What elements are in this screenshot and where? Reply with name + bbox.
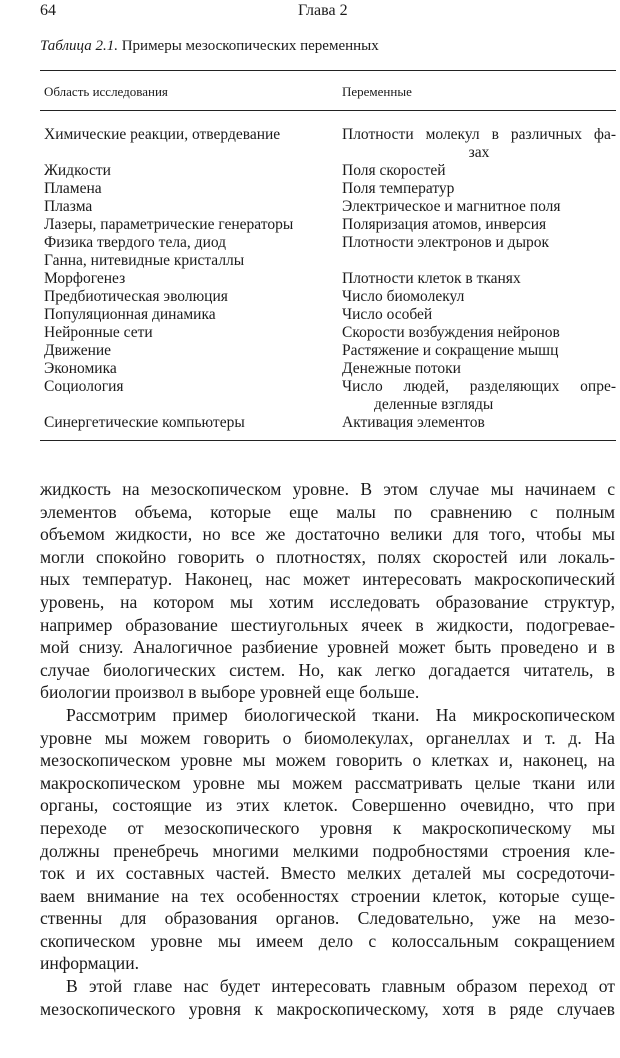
table-cell-variables <box>342 234 616 252</box>
text-line: переходе от мезоскопического уровня к макроскопическому мы <box>40 817 615 838</box>
text-line: например образование шестиугольных ячеек в жидкости, подогревае- <box>40 614 615 635</box>
table-cell-line: Денежные потоки <box>342 360 461 377</box>
table-cell-area: Экономика <box>44 360 117 377</box>
table-cell-variables <box>342 324 616 342</box>
table-cell-variables <box>342 252 616 270</box>
table-row <box>40 252 616 270</box>
table-row <box>40 342 616 360</box>
table-row <box>40 216 616 234</box>
table-body <box>40 126 616 432</box>
paragraph <box>40 478 615 704</box>
table-header-rule <box>40 110 616 111</box>
table-cell-variables <box>342 270 616 288</box>
table-cell-area: Предбиотическая эволюция <box>44 288 228 305</box>
table-cell-line: Число особей <box>342 306 433 323</box>
table-cell-line: Поляризация атомов, инверсия <box>342 216 547 233</box>
text-line: ственны для образования органов. Следовательно, уже на мезо- <box>40 908 615 929</box>
table-row <box>40 360 616 378</box>
column-header-area: Область исследования <box>44 84 168 99</box>
table-cell-variables <box>342 288 616 306</box>
running-head <box>40 0 620 22</box>
table-cell-line: деленные взгляды <box>374 396 494 413</box>
table-cell-area: Движение <box>44 342 112 359</box>
text-line: случае биологических систем. Но, как легко догадается читатель, в <box>40 659 615 680</box>
table-cell-area: Плазма <box>44 198 93 215</box>
table-cell-variables <box>342 306 616 324</box>
table-cell-area: Жидкости <box>44 162 111 179</box>
page-number: 64 <box>40 2 56 19</box>
text-line: ток и их составных частей. Вместо мелких деталей мы сосредоточи- <box>40 863 615 884</box>
table-cell-variables <box>342 198 616 216</box>
text-line: объемом жидкости, но все же достаточно велики для того, чтобы мы <box>40 524 615 545</box>
table-row <box>40 162 616 180</box>
text-line: информации. <box>40 953 140 974</box>
table-cell-line: Поля температур <box>342 180 455 197</box>
table-cell-area: Физика твердого тела, диод <box>44 234 227 251</box>
table-row <box>40 324 616 342</box>
table-cell-variables <box>342 342 616 360</box>
table-row <box>40 306 616 324</box>
table-cell-variables <box>342 360 616 378</box>
table-cell-area: Ганна, нитевидные кристаллы <box>44 252 245 269</box>
text-line: элементов объема, которые еще малы по сравнению с полным <box>40 501 615 522</box>
table-cell-area: Морфогенез <box>44 270 126 287</box>
table-cell-line: Число биомолекул <box>342 288 465 305</box>
text-line: Рассмотрим пример биологической ткани. На микроскопическом <box>66 704 615 725</box>
table-cell-line: Плотности молекул в различных фа- <box>342 126 616 143</box>
table-cell-variables <box>342 216 616 234</box>
table-cell-area: Химические реакции, отвердевание <box>44 126 281 143</box>
table-top-rule <box>40 70 616 71</box>
text-line: ных температур. Наконец, нас может интересовать макроскопический <box>40 569 615 590</box>
paragraph <box>40 704 615 975</box>
table-cell-variables <box>342 414 616 432</box>
table-row <box>40 234 616 252</box>
table-cell-area: Нейронные сети <box>44 324 153 341</box>
table-row <box>40 270 616 288</box>
table-cell-area: Синергетические компьютеры <box>44 414 245 431</box>
table-row <box>40 414 616 432</box>
table-cell-variables <box>342 162 616 180</box>
text-line: биологии произвол в выборе уровней еще больше. <box>40 682 420 703</box>
table-cell-line: Электрическое и магнитное поля <box>342 198 561 215</box>
text-line: уровне мы можем говорить о биомолекулах, органеллах и т. д. На <box>40 727 615 748</box>
paragraph <box>40 975 615 1020</box>
body-text <box>40 478 615 1020</box>
table-cell-variables <box>342 180 616 198</box>
table-cell-line: Поля скоростей <box>342 162 446 179</box>
table-row <box>40 180 616 198</box>
text-line: ваем внимание на тех особенностях строении клеток, которые суще- <box>40 885 615 906</box>
table-cell-line: Плотности электронов и дырок <box>342 234 550 251</box>
table-cell-area: Популяционная динамика <box>44 306 216 323</box>
table-cell-line: Плотности клеток в тканях <box>342 270 521 287</box>
table-cell-variables <box>342 126 616 162</box>
table-caption-title: Примеры мезоскопических переменных <box>121 38 379 54</box>
table-cell-area: Пламена <box>44 180 102 197</box>
table-row <box>40 198 616 216</box>
column-header-variables: Переменные <box>342 84 412 99</box>
text-line: должны пренебречь многими мелкими подробностями строения кле- <box>40 840 615 861</box>
text-line: макроскопическом уровне мы можем рассматривать целые ткани или <box>40 772 615 793</box>
table-row <box>40 126 616 162</box>
table-cell-area: Социология <box>44 378 124 395</box>
table-caption <box>40 38 379 55</box>
table-caption-label: Таблица 2.1. <box>40 38 118 54</box>
text-line: скопическом уровне мы имеем дело с колоссальным сокращением <box>40 930 615 951</box>
table-cell-line <box>342 252 616 270</box>
text-line: В этой главе нас будет интересовать главным образом переход от <box>66 976 615 997</box>
table-cell-line: Скорости возбуждения нейронов <box>342 324 560 341</box>
table-row <box>40 378 616 414</box>
table-cell-area: Лазеры, параметрические генераторы <box>44 216 294 233</box>
text-line: мезоскопическом уровне мы можем говорить о клетках и, наконец, на <box>40 750 615 771</box>
table-row <box>40 288 616 306</box>
text-line: мой снизу. Аналогичное разбиение уровней может быть проведено и в <box>40 637 615 658</box>
table-cell-line: зах <box>468 144 490 161</box>
table-cell-line: Растяжение и сокращение мышц <box>342 342 559 359</box>
table-cell-line: Активация элементов <box>342 414 485 431</box>
table-cell-variables <box>342 378 616 414</box>
text-line: жидкость на мезоскопическом уровне. В этом случае мы начинаем с <box>40 479 615 499</box>
text-line: уровень, на котором мы хотим исследовать образование структур, <box>40 591 615 612</box>
text-line: мезоскопического уровня к макроскопическому, хотя в ряде случаев <box>40 998 615 1019</box>
chapter-title: Глава 2 <box>298 2 348 19</box>
text-line: органы, состоящие из этих клеток. Совершенно очевидно, что при <box>40 795 615 816</box>
table-cell-line: Число людей, разделяющих опре- <box>342 378 616 395</box>
table-bottom-rule <box>40 440 616 441</box>
text-line: могли спокойно говорить о плотностях, полях скоростей или локаль- <box>40 546 615 567</box>
